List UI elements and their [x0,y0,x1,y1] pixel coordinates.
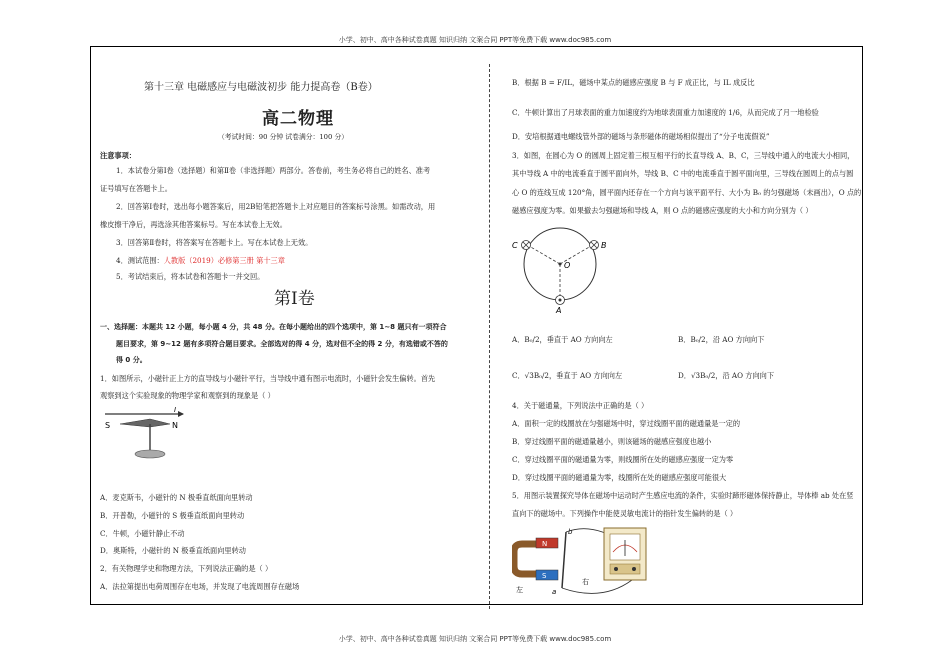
q4-stem: 4．关于磁通量，下列说法中正确的是（ ） [512,401,649,410]
right-label: 右 [582,578,589,586]
notice-line: 3．回答第Ⅱ卷时，将答案写在答题卡上。写在本试卷上无效。 [116,238,313,247]
chapter-title: 第十三章 电磁感应与电磁波初步 能力提高卷（B卷） [144,82,378,93]
notice-line: 橡皮擦干净后，再选涂其他答案标号。写在本试卷上无效。 [100,220,287,229]
galvanometer-icon [604,528,646,580]
q3-stem-line: 心 O 的连线互成 120°角，圆平面内还存在一个方向与该平面平行、大小为 B₀ 的匀强磁场（未画出），O 点的 [512,188,862,197]
q2-option-d: D．安培根据通电螺线管外部的磁场与条形磁体的磁场相似提出了“分子电流假说” [512,132,770,141]
q5-figure [512,522,712,604]
subject-title: 高二物理 [262,109,334,129]
q1-option-b: B．开普勒，小磁针的 S 极垂直纸面向里转动 [100,511,245,520]
notice-line: 1．本试卷分第Ⅰ卷（选择题）和第Ⅱ卷（非选择题）两部分。答卷前，考生务必将自己的姓名、准考 [116,166,431,175]
south-pole-label: S [105,421,111,430]
q5-stem-line: 直向下的磁场中。下列操作中能使灵敏电流计的指针发生偏转的是（ ） [512,509,738,518]
center-o-label: O [564,261,571,270]
q3-option-b: B．B₀/2，沿 AO 方向向下 [678,335,765,344]
q2-option-a: A．法拉第提出电荷周围存在电场，并发现了电流周围存在磁场 [100,582,300,591]
q2-option-b: B．根据 B = F/IL，磁场中某点的磁感应强度 B 与 F 成正比，与 IL 成反比 [512,78,755,87]
notice-title: 注意事项： [100,151,136,160]
q3-figure [510,222,610,314]
q3-option-d: D．√3B₀/2，沿 AO 方向向下 [678,371,775,380]
column-divider [489,64,490,609]
wire-c-into-page-icon [522,241,531,250]
magnet-s-label: S [542,572,547,580]
notice-4 [116,256,285,266]
q1-option-c: C．牛顿，小磁针静止不动 [100,529,185,538]
q4-option-c: C．穿过线圈平面的磁通量为零，则线圈所在处的磁感应强度一定为零 [512,455,734,464]
test-scope: 人教版（2019）必修第三册 第十三章 [163,256,285,265]
q4-option-a: A．面积一定的线圈放在匀强磁场中时，穿过线圈平面的磁通量是一定的 [512,419,741,428]
q3-stem-line: 磁感应强度为零。如果撤去匀强磁场和导线 A，则 O 点的磁感应强度的大小和方向分别为（ ） [512,206,813,215]
q2-stem: 2．有关物理学史和物理方法，下列说法正确的是（ ） [100,564,273,573]
notice-line: 2．回答第Ⅰ卷时，选出每小题答案后，用2B铅笔把答题卡上对应题目的答案标号涂黑。如需改动，用 [116,202,436,211]
wire-a-out-of-page-icon [556,296,565,305]
q1-figure [100,404,190,466]
section-intro-line: 一、选择题：本题共 12 小题，每小题 4 分，共 48 分。在每小题给出的四个选项中，第 1~8 题只有一项符合 [100,323,447,331]
horseshoe-magnet [514,538,558,580]
q1-stem-line: 1．如图所示，小磁针正上方的直导线与小磁针平行，当导线中通有图示电流时，小磁针会发生偏转。首先 [100,374,436,383]
page-footer: 小学、初中、高中各种试卷真题 知识归纳 文案合同 PPT等免费下载 www.doc985.com [338,635,612,643]
left-label: 左 [516,586,523,594]
rod-b-label: b [568,528,573,536]
q1-stem-line: 观察到这个实验现象的物理学家和观察到的现象是（ ） [100,391,275,400]
wire-a-label: A [556,306,562,314]
q4-option-b: B．穿过线圈平面的磁通量越小，则该磁场的磁感应强度也越小 [512,437,712,446]
q1-option-d: D．奥斯特，小磁针的 N 极垂直纸面向里转动 [100,546,246,555]
rod-a-label: a [552,588,557,596]
q3-stem-line: 3．如图，在圆心为 O 的圆周上固定着三根互相平行的长直导线 A、B、C，三导线中通入的电流大小相同， [512,151,855,160]
exam-info: （考试时间：90 分钟 试卷满分：100 分） [218,133,349,141]
magnet-n-label: N [542,540,548,548]
part-one-heading: 第Ⅰ卷 [274,289,315,309]
wire-b-label: B [601,241,607,250]
q5-stem-line: 5．用图示装置探究导体在磁场中运动时产生感应电流的条件，实验时蹄形磁体保持静止，导体棒 ab 处在竖 [512,491,854,500]
notice-line: 证号填写在答题卡上。 [100,184,172,193]
wire-b-into-page-icon [590,241,599,250]
q3-stem-line: 其中导线 A 中的电流垂直于圆平面向外，导线 B、C 中的电流垂直于圆平面向里，三导线在圆周上的点与圆 [512,169,854,178]
current-label: I [174,406,177,414]
wire-c-label: C [512,241,518,250]
notice-line: 5．考试结束后，将本试卷和答题卡一并交回。 [116,272,265,281]
q4-option-d: D．穿过线圈平面的磁通量为零，线圈所在处的磁感应强度可能很大 [512,473,727,482]
north-pole-label: N [172,421,178,430]
q3-option-a: A．B₀/2，垂直于 AO 方向向左 [512,335,613,344]
notice-4-prefix: 4．测试范围： [116,256,164,265]
q2-option-c: C．牛顿计算出了月球表面的重力加速度约为地球表面重力加速度的 1/6，从而完成了月一地检验 [512,108,819,117]
q3-option-c: C．√3B₀/2，垂直于 AO 方向向左 [512,371,623,380]
page-header: 小学、初中、高中各种试卷真题 知识归纳 文案合同 PPT等免费下载 www.doc985.com [338,36,612,44]
q1-option-a: A．麦克斯韦，小磁针的 N 极垂直纸面向里转动 [100,493,253,502]
section-intro-line: 得 0 分。 [116,356,147,364]
section-intro-line: 题目要求，第 9~12 题有多项符合题目要求。全部选对的得 4 分，选对但不全的得 2 分，有选错或不答的 [116,340,448,348]
